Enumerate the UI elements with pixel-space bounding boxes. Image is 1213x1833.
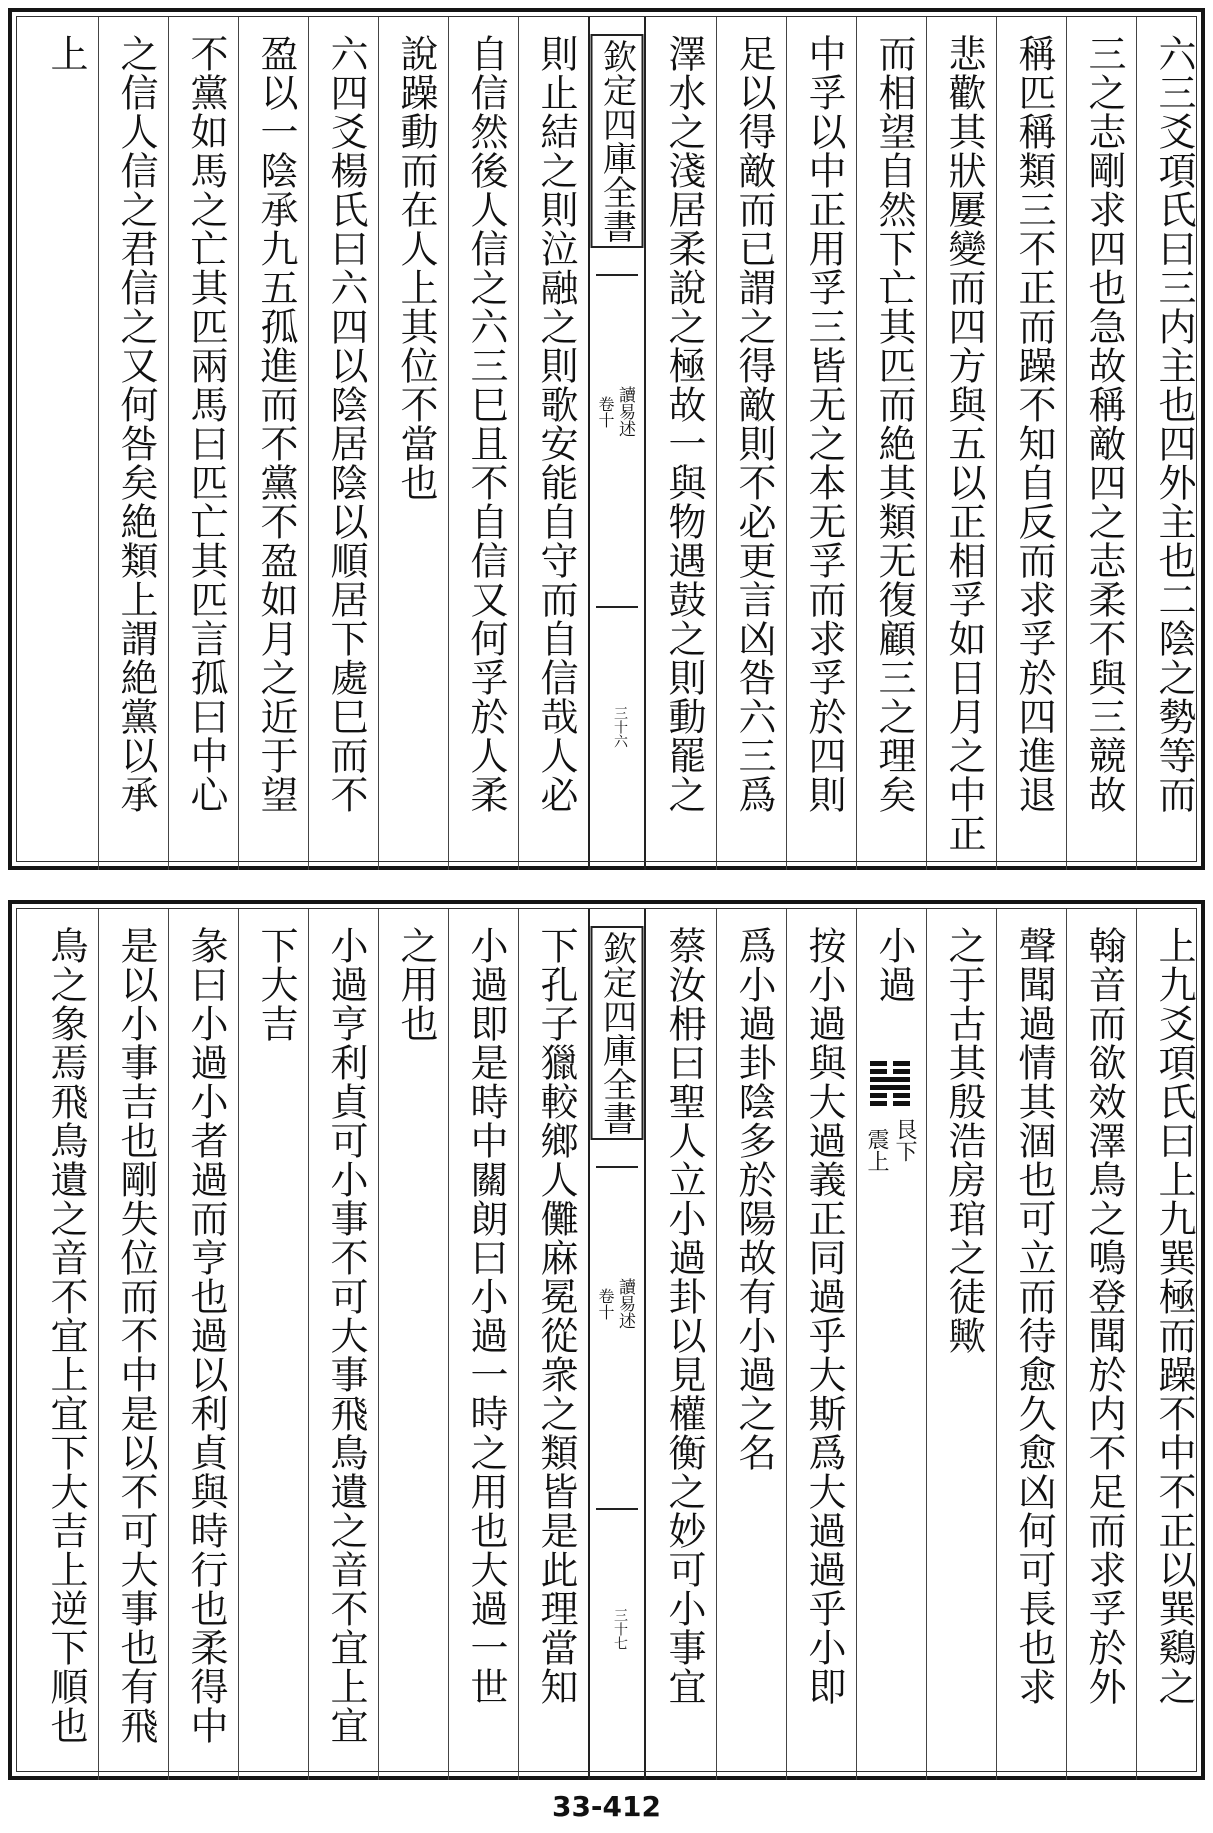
text-column: 而相望自然下亡其匹而絶其類无復顧三之理矣	[872, 34, 916, 814]
text-column: 蔡汝枏曰聖人立小過卦以見權衡之妙可小事宜	[662, 926, 706, 1706]
text-column: 中孚以中正用孚三皆无之本无孚而求孚於四則	[802, 34, 846, 814]
column-rule	[168, 908, 169, 1780]
column-rule	[238, 16, 239, 870]
text-column: 之信人信之君信之又何咎矣絶類上謂絶黨以承	[114, 34, 158, 814]
bottom-page-body	[16, 908, 1197, 1772]
column-rule	[856, 908, 857, 1780]
column-rule	[168, 16, 169, 870]
text-column: 六三爻項氏曰三内主也四外主也二陰之勢等而	[1152, 34, 1196, 814]
xiao-guo-hexagram-icon	[870, 1058, 910, 1109]
text-column: 鳥之象焉飛鳥遺之音不宜上宜下大吉上逆下順也	[44, 926, 88, 1745]
text-column: 小過即是時中關朗曰小過一時之用也大過一世	[464, 926, 508, 1706]
text-column: 則止結之則泣融之則歌安能自守而自信哉人必	[534, 34, 578, 814]
top-page-frame	[8, 8, 1205, 870]
center-strip	[588, 908, 646, 1780]
text-column: 翰音而欲效澤鳥之鳴登聞於内不足而求孚於外	[1082, 926, 1126, 1706]
text-column: 說躁動而在人上其位不當也	[394, 34, 438, 502]
column-rule	[308, 908, 309, 1780]
column-rule	[448, 908, 449, 1780]
book-name: 讀易述	[615, 386, 635, 437]
text-column: 爲小過卦陰多於陽故有小過之名	[732, 926, 776, 1472]
leaf-number: 三十六	[612, 706, 628, 748]
text-column: 自信然後人信之六三巳且不自信又何孚於人柔	[464, 34, 508, 814]
column-rule	[996, 908, 997, 1780]
fish-tail-mark	[596, 1166, 638, 1168]
text-column: 三之志剛求四也急故稱敵四之志柔不與三競故	[1082, 34, 1126, 814]
column-rule	[786, 16, 787, 870]
upper-trigram-note: 震上	[864, 1128, 889, 1172]
column-rule	[1066, 16, 1067, 870]
column-rule	[518, 16, 519, 870]
column-rule	[378, 908, 379, 1780]
text-column: 彖曰小過小者過而亨也過以利貞與時行也柔得中	[184, 926, 228, 1745]
text-column: 不黨如馬之亡其匹兩馬曰匹亡其匹言孤曰中心	[184, 34, 228, 814]
column-rule	[1066, 908, 1067, 1780]
text-column: 是以小事吉也剛失位而不中是以不可大事也有飛	[114, 926, 158, 1745]
text-column: 上九爻項氏曰上九巽極而躁不中不正以巽鷄之	[1152, 926, 1196, 1706]
text-column: 之于古其殷浩房琯之徒歟	[942, 926, 986, 1355]
text-column: 小過亨利貞可小事不可大事飛鳥遺之音不宜上宜	[324, 926, 368, 1745]
top-page-body	[16, 16, 1197, 862]
column-rule	[518, 908, 519, 1780]
text-column: 稱匹稱類三不正而躁不知自反而求孚於四進退	[1012, 34, 1056, 814]
column-rule	[308, 16, 309, 870]
column-rule	[786, 908, 787, 1780]
text-column: 澤水之淺居柔說之極故一與物遇鼓之則動罷之	[662, 34, 706, 814]
column-rule	[378, 16, 379, 870]
column-rule	[926, 908, 927, 1780]
bottom-page	[0, 900, 1213, 1780]
column-rule	[996, 16, 997, 870]
hexagram-name: 小過	[872, 926, 916, 1004]
column-rule	[98, 908, 99, 1780]
text-column: 悲歡其狀屢變而四方與五以正相孚如日月之中正	[942, 34, 986, 853]
column-rule	[1136, 908, 1137, 1780]
book-name: 讀易述	[615, 1278, 635, 1329]
column-rule	[716, 16, 717, 870]
text-column: 下大吉	[254, 926, 298, 1043]
lower-trigram-note: 艮下	[892, 1118, 917, 1162]
fish-tail-mark-lower	[596, 1508, 638, 1510]
text-column: 下孔子獵較鄉人儺麻冕從衆之類皆是此理當知	[534, 926, 578, 1706]
volume-number: 卷十	[596, 1288, 615, 1320]
text-column: 按小過與大過義正同過乎大斯爲大過過乎小即	[802, 926, 846, 1706]
page-footer-number: 33-412	[551, 1790, 662, 1823]
text-column: 之用也	[394, 926, 438, 1043]
text-column: 聲聞過情其涸也可立而待愈久愈凶何可長也求	[1012, 926, 1056, 1706]
column-rule	[1136, 16, 1137, 870]
text-column: 上	[44, 34, 88, 73]
leaf-number: 三十七	[612, 1608, 628, 1650]
text-column: 六四爻楊氏曰六四以陰居陰以順居下處巳而不	[324, 34, 368, 814]
hexagram-heading-column	[856, 908, 926, 1780]
column-rule	[716, 908, 717, 1780]
top-page	[0, 0, 1213, 880]
fish-tail-mark	[596, 274, 638, 276]
column-rule	[926, 16, 927, 870]
fish-tail-mark-lower	[596, 606, 638, 608]
center-title: 欽定四庫全書	[591, 34, 644, 248]
text-column: 盈以一陰承九五孤進而不黨不盈如月之近于望	[254, 34, 298, 814]
center-strip	[588, 16, 646, 870]
column-rule	[448, 16, 449, 870]
column-rule	[98, 16, 99, 870]
column-rule	[856, 16, 857, 870]
volume-number: 卷十	[596, 396, 615, 428]
text-column: 足以得敵而已謂之得敵則不必更言凶咎六三爲	[732, 34, 776, 814]
column-rule	[238, 908, 239, 1780]
center-title: 欽定四庫全書	[591, 926, 644, 1140]
bottom-page-frame	[8, 900, 1205, 1780]
